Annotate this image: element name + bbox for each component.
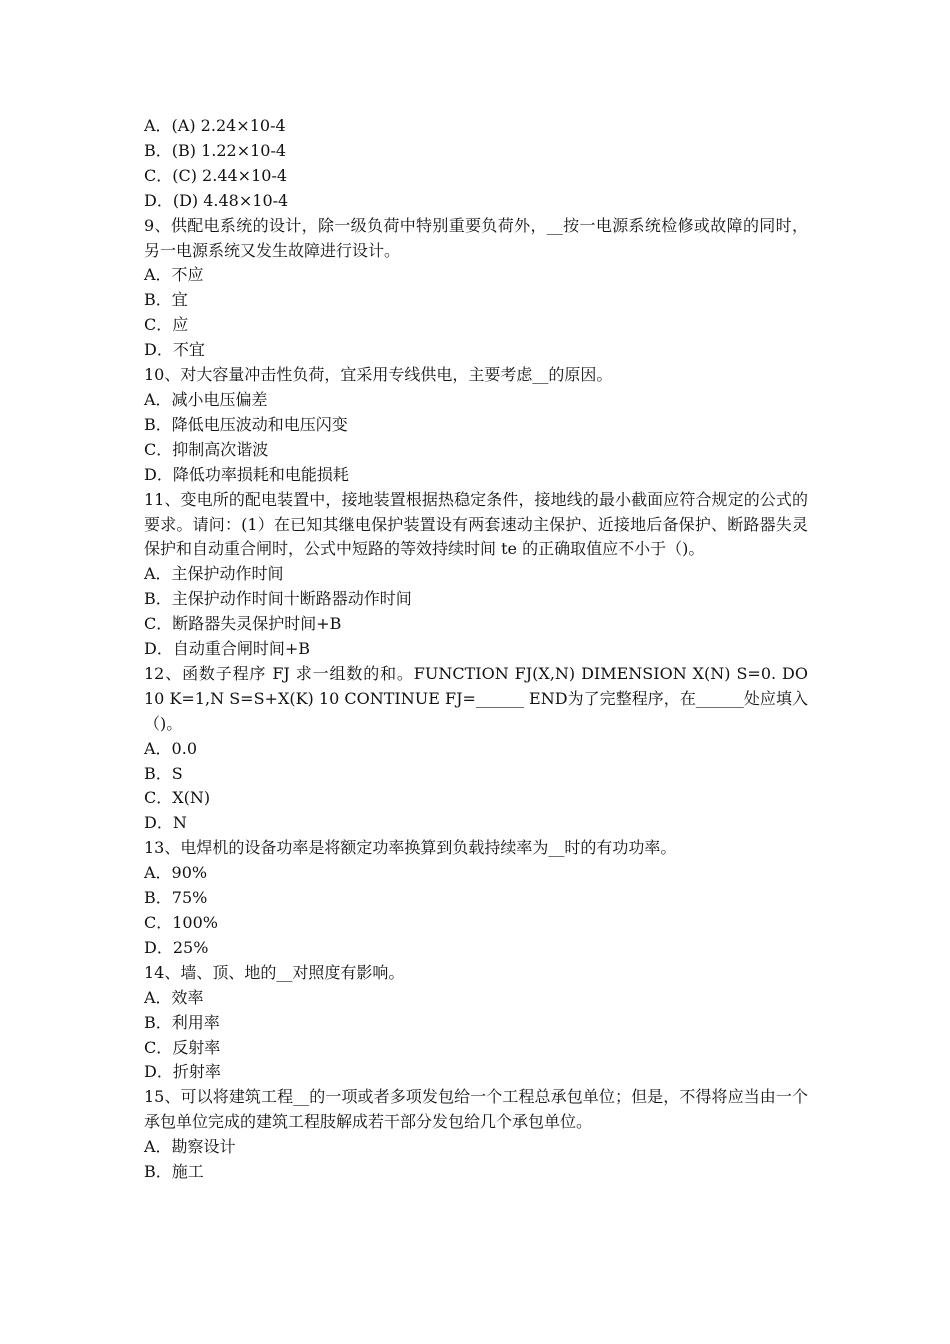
answer-option: D．折射率 <box>144 1062 221 1082</box>
question-14: 14、墙、顶、地的__对照度有影响。 <box>144 962 405 982</box>
answer-option: C．断路器失灵保护时间+B <box>144 614 342 634</box>
answer-option: A．(A) 2.24×10-4 <box>144 116 286 135</box>
question-10: 10、对大容量冲击性负荷，宜采用专线供电，主要考虑__的原因。 <box>144 365 613 385</box>
answer-option: B．(B) 1.22×10-4 <box>144 140 287 160</box>
answer-option: B．主保护动作时间十断路器动作时间 <box>144 589 412 609</box>
answer-option: D．N <box>144 813 187 833</box>
answer-option: B．75% <box>144 888 208 908</box>
answer-option: A．效率 <box>144 987 204 1007</box>
document-page <box>144 114 808 1185</box>
answer-option: D．不宜 <box>144 340 205 360</box>
answer-option: D．降低功率损耗和电能损耗 <box>144 464 349 484</box>
answer-option: A．0.0 <box>144 738 198 758</box>
answer-option: C．抑制高次谐波 <box>144 439 269 459</box>
answer-option: A．减小电压偏差 <box>144 389 268 409</box>
answer-option: D．25% <box>144 937 209 957</box>
answer-option: A．勘察设计 <box>144 1137 236 1157</box>
question-11: 11、变电所的配电装置中，接地装置根据热稳定条件，接地线的最小截面应符合规定的公式的要求。请问：(1）在已知其继电保护装置设有两套速动主保护、近接地后备保护、断路器失灵保护和自动重合闸时，公式中短路的等效持续时间 te 的正确取值应不小于（)。 <box>144 489 808 559</box>
answer-option: C．应 <box>144 315 189 335</box>
answer-option: C．反射率 <box>144 1037 221 1057</box>
answer-option: A．主保护动作时间 <box>144 564 284 584</box>
answer-option: A．不应 <box>144 265 204 285</box>
answer-option: D．自动重合闸时间+B <box>144 639 310 659</box>
answer-option: B．施工 <box>144 1162 204 1182</box>
question-12: 12、函数子程序 FJ 求一组数的和。FUNCTION FJ(X,N) DIMENSION X(N) S=0. DO 10 K=1,N S=S+X(K) 10 CONTINUE FJ=______ END为了完整程序，在______处应填入（)。 <box>144 663 808 733</box>
answer-option: C．X(N) <box>144 788 211 808</box>
answer-option: B．S <box>144 763 183 783</box>
answer-option: C．100% <box>144 913 218 932</box>
answer-option: D．(D) 4.48×10-4 <box>144 190 289 210</box>
answer-option: C．(C) 2.44×10-4 <box>144 165 288 185</box>
answer-option: B．利用率 <box>144 1012 220 1032</box>
answer-option: A．90% <box>144 863 208 883</box>
answer-option: B．降低电压波动和电压闪变 <box>144 414 348 434</box>
question-15: 15、可以将建筑工程__的一项或者多项发包给一个工程总承包单位；但是，不得将应当由一个承包单位完成的建筑工程肢解成若干部分发包给几个承包单位。 <box>144 1087 808 1132</box>
question-9: 9、供配电系统的设计，除一级负荷中特别重要负荷外，__按一电源系统检修或故障的同时，另一电源系统又发生故障进行设计。 <box>144 215 808 260</box>
answer-option: B．宜 <box>144 290 188 310</box>
question-13: 13、电焊机的设备功率是将额定功率换算到负载持续率为__时的有功功率。 <box>144 838 677 858</box>
